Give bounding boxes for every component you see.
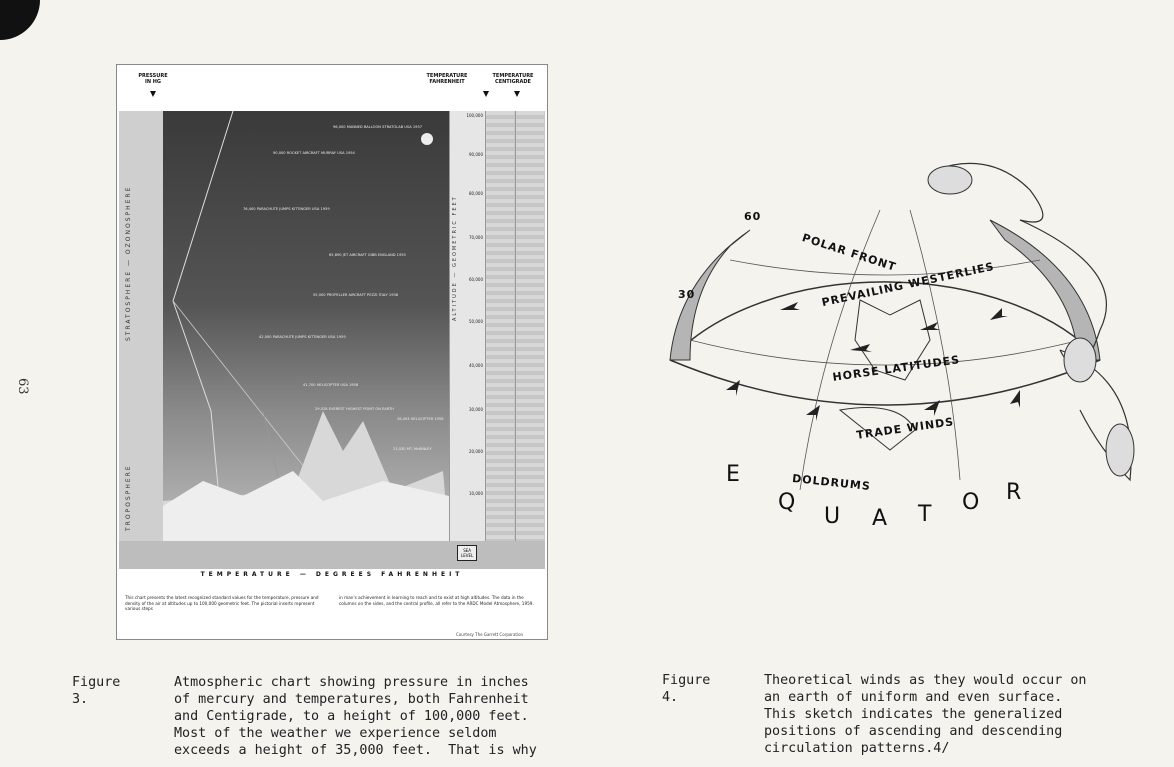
figure-4-caption-line: circulation patterns.4/ [764,741,950,756]
figure-3-atmospheric-chart [116,64,548,640]
altitude-axis [449,111,487,541]
temp-fahrenheit-header: TEMPERATURE FAHRENHEIT [426,73,468,85]
centigrade-column [515,111,544,541]
equator-letter: A [872,506,888,531]
inset-label: 23,030 MT. McKINLEY [393,447,432,451]
altitude-tick: 30,000 [469,407,483,412]
polar-front-label: POLAR FRONT [800,231,898,274]
altitude-tick: 40,000 [469,363,483,368]
altitude-tick: 60,000 [469,277,483,282]
wind-arrow-icon [780,302,800,310]
page-corner-shadow [0,0,40,40]
fahrenheit-column [485,111,514,541]
figure-4-caption-line: Theoretical winds as they would occur on [764,673,1087,688]
altitude-tick: 90,000 [469,152,483,157]
figure-3-caption-line: exceeds a height of 35,000 feet. That is why [174,743,537,758]
figure-4-caption-line: positions of ascending and descending [764,724,1063,739]
pressure-column [119,111,164,541]
equator-letter: R [1006,480,1022,505]
meridian-line [910,210,960,480]
altitude-tick: 70,000 [469,235,483,240]
wind-arrow-icon [850,344,872,352]
figure-4-caption-line: an earth of uniform and even surface. [764,690,1063,705]
sky-panel [163,111,449,541]
figure-3-caption-line: and Centigrade, to a height of 100,000 feet. [174,709,529,724]
temperature-scale-strip [119,541,545,569]
altitude-tick: 50,000 [469,319,483,324]
inset-label: 76,400 PARACHUTE JUMPS KITTINGER USA 1959 [243,207,330,211]
temp-centigrade-header: TEMPERATURE CENTIGRADE [492,73,534,85]
equator-letter: E [726,462,740,487]
globe-drawing [660,150,1160,550]
figure3-inner-caption-left: This chart presents the latest recognized standard values for the temperature, pressure and density of the air at altitudes up to 100,000 geometric feet. The pictorial inserts represent various steps [125,595,319,612]
atmosphere-profile-drawing [163,111,449,541]
courtesy-credit: Courtesy The Garrett Corporation [456,632,524,637]
figure3-inner-caption-right: in man's achievement in learning to reach and to exist at high altitudes. The data in the columns on the sides, and the central profile, all refer to the ARDC Model Atmosphere, 1959. [339,595,534,606]
altitude-tick: 100,000 [466,113,483,118]
inset-label: 29,028 EVEREST HIGHEST POINT ON EARTH [315,407,394,411]
chart-body [119,111,545,541]
temperature-axis-title: TEMPERATURE — DEGREES FAHRENHEIT [200,571,464,578]
wind-arrow-icon [920,322,940,330]
wind-arrow-icon [1010,390,1020,408]
inset-label: 41,700 HELICOPTER USA 1958 [303,383,359,387]
inset-label: 26,493 HELICOPTER 1958 [397,417,444,421]
inset-label: 96,000 MANNED BALLOON STRATOLAB USA 1957 [333,125,423,129]
equator-letter: Q [778,490,796,515]
centigrade-arrow-icon [514,91,520,97]
figure-3-caption-line: Atmospheric chart showing pressure in inches [174,675,529,690]
figure-4-caption-line: This sketch indicates the generalized [764,707,1063,722]
latitude-30-label: 30 [678,288,696,301]
inset-label: 65,890 JET AIRCRAFT GIBB ENGLAND 1955 [329,253,406,257]
equator-letter: U [824,504,841,529]
cloud-drawing [928,166,972,194]
altitude-tick: 10,000 [469,491,483,496]
latitude-30-line [690,340,1080,365]
fahrenheit-arrow-icon [483,91,489,97]
pressure-profile-line [173,111,233,541]
sea-level-badge: SEA LEVEL [457,545,477,561]
altitude-axis-title: ALTITUDE — GEOMETRIC FEET [452,195,458,321]
inset-label: 55,000 PROPELLER AIRCRAFT PEZZI ITALY 1938 [313,293,399,297]
figure-4-globe-winds [660,150,1160,550]
altitude-tick: 80,000 [469,191,483,196]
latitude-60-label: 60 [744,210,762,223]
tropical-profile-line [173,301,323,491]
horse-latitudes-label: HORSE LATITUDES [831,353,961,384]
page-number: 63 [15,378,30,395]
figure-3-caption-line: Most of the weather we experience seldom [174,726,497,741]
doldrums-label: DOLDRUMS [791,471,872,494]
figure-3-caption-label: Figure 3. [72,675,121,708]
cloud-drawing [1106,424,1134,476]
pressure-arrow-icon [150,91,156,97]
pressure-header: PRESSURE IN HG [138,73,168,85]
equator-letter: O [962,490,980,515]
trade-winds-label: TRADE WINDS [855,415,955,442]
inset-label: 42,000 PARACHUTE JUMPS KITTINGER USA 1959 [259,335,346,339]
cloud-drawing [1064,338,1096,382]
troposphere-label: TROPOSPHERE [125,464,132,531]
prevailing-westerlies-label: PREVAILING WESTERLIES [820,259,996,310]
altitude-tick: 20,000 [469,449,483,454]
stratosphere-label: STRATOSPHERE — OZONOSPHERE [125,185,132,341]
inset-label: 90,000 ROCKET AIRCRAFT MURRAY USA 1954 [273,151,355,155]
balloon-icon [421,133,433,145]
figure-3-caption-line: of mercury and temperatures, both Fahrenheit [174,692,529,707]
equator-letter: T [918,502,932,527]
wind-arrow-icon [990,308,1008,320]
figure-4-caption-label: Figure 4. [662,673,711,706]
